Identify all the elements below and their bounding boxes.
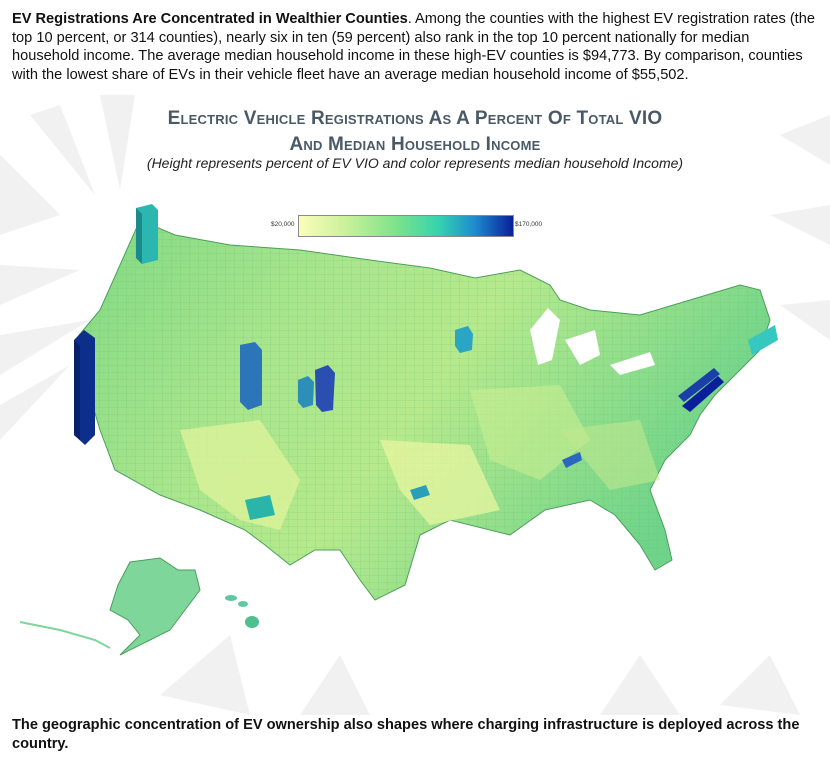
map-title (0, 106, 830, 158)
outro-paragraph: The geographic concentration of EV ownership also shapes where charging infrastructure is deployed across the country. (12, 717, 800, 752)
intro-body: . Among the counties with the highest EV registration rates (the top 10 percent, or 314 counties), nearly six in ten (59 percent) also rank in the top 10 percent nationally for median household income. The average median household income in these high-EV counties is $94,773. By comparison, counties with the lowest share of EVs in their vehicle fleet have an average median household income of $55,502. (12, 11, 815, 83)
intro-heading: EV Registrations Are Concentrated in Wealthier Counties (12, 11, 408, 27)
map-subtitle: (Height represents percent of EV VIO and color represents median household Income) (146, 155, 684, 171)
contiguous-us (75, 220, 770, 600)
legend-max-label: $170,000 (515, 221, 543, 228)
us-ev-3d-map (0, 190, 830, 670)
hawaii (225, 595, 259, 628)
alaska-aleutians (20, 622, 110, 648)
legend-min-label: $20,000 (271, 221, 295, 228)
alaska (110, 558, 200, 655)
intro-paragraph (12, 10, 818, 84)
map-title-line2: And Median Household Income (289, 134, 541, 155)
map-title-line1: Electric Vehicle Registrations As A Percent Of Total VIO (167, 108, 663, 129)
